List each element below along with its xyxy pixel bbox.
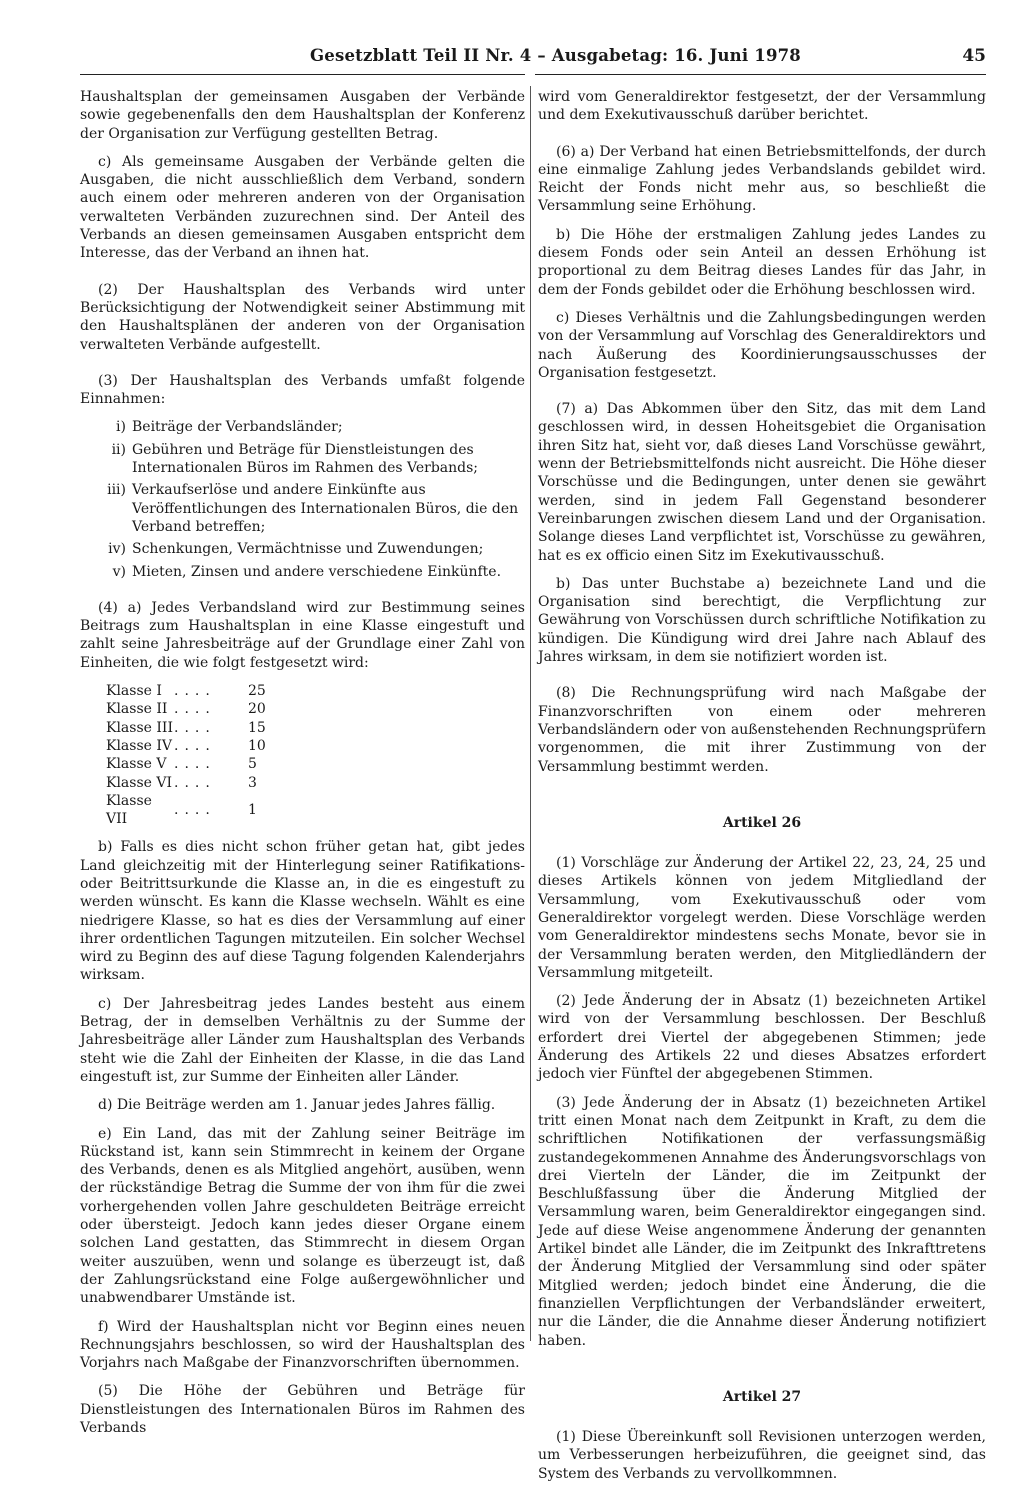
- leader-dots: ....: [174, 774, 216, 791]
- paragraph: (8) Die Rechnungsprüfung wird nach Maßgabe der Finanzvorschriften von einem oder mehreren Verbandsländern oder von außenstehenden Rechnungsprüfern vorgenommen, die mit ihrer Zustimmung von der Versammlung bestimmt werden.: [538, 685, 986, 775]
- class-units: 25: [248, 683, 266, 700]
- paragraph: (6) a) Der Verband hat einen Betriebsmittelfonds, der durch eine einmalige Zahlung jedes Verbandslands gebildet wird. Reicht der Fonds nicht mehr aus, so beschließt die Versammlung seine Erhöhung.: [538, 143, 986, 215]
- class-name: Klasse V: [106, 756, 167, 773]
- paragraph: wird vom Generaldirektor festgesetzt, der der Versammlung und dem Exekutivausschuß darüber berichtet.: [538, 89, 986, 124]
- page-number: 45: [962, 46, 986, 66]
- list-item: [98, 418, 525, 436]
- class-units: 1: [248, 801, 257, 818]
- paragraph: b) Die Höhe der erstmaligen Zahlung jedes Landes zu diesem Fonds oder sein Anteil an dessen Erhöhung ist proportional zu dem Beitrag dieses Landes für das Jahr, in dem der Fonds gebildet oder die Erhöhung beschlossen wird.: [538, 226, 986, 298]
- list-item-text: Verkaufserlöse und andere Einkünfte aus Veröffentlichungen des Internationalen Büros, die den Verband betreffen;: [132, 482, 519, 535]
- class-name: Klasse VI: [106, 774, 173, 791]
- list-item-text: Beiträge der Verbandsländer;: [132, 419, 343, 436]
- right-column: [538, 88, 986, 1493]
- table-row: [106, 737, 278, 755]
- income-list: [98, 418, 525, 580]
- paragraph: (3) Der Haushaltsplan des Verbands umfaßt folgende Einnahmen:: [80, 372, 525, 408]
- class-units: 15: [248, 719, 266, 736]
- list-item-text: Schenkungen, Vermächtnisse und Zuwendungen;: [132, 541, 484, 558]
- paragraph: (5) Die Höhe der Gebühren und Beträge für Dienstleistungen des Internationalen Büros im Rahmen des Verbands: [80, 1383, 525, 1436]
- table-row: [106, 755, 278, 773]
- paragraph: (2) Der Haushaltsplan des Verbands wird unter Berücksichtigung der Notwendigkeit seiner Abstimmung mit den Haushaltsplänen der anderen von der Organisation verwalteten Verbände aufgestellt.: [80, 281, 525, 353]
- class-name: Klasse IV: [106, 737, 173, 754]
- class-name: Klasse III: [106, 719, 173, 736]
- class-name: Klasse VII: [106, 792, 152, 828]
- paragraph: (3) Jede Änderung der in Absatz (1) bezeichneten Artikel tritt einen Monat nach dem Zeitpunkt in Kraft, zu dem die schriftlichen Notifikationen der verfassungsmäßig zustandegekommenen Annahme des Änderungsvorschlags von drei Vierteln der Länder, die im Zeitpunkt der Beschlußfassung über die Änderung Mitglied der Versammlung waren, beim Generaldirektor eingegangen sind. Jede auf diese Weise angenommene Änderung der genannten Artikel bindet alle Länder, die im Zeitpunkt des Inkrafttretens der Änderung Mitglied der Versammlung sind oder später Mitglied werden; jedoch bindet eine Änderung, die die finanziellen Verpflichtungen der Verbandsländer erweitert, nur die Länder, die die Annahme dieser Änderung notifiziert haben.: [538, 1094, 986, 1349]
- page-header: [80, 46, 986, 76]
- article-heading: Artikel 26: [722, 814, 802, 831]
- list-item-number: i): [116, 419, 126, 436]
- paragraph: f) Wird der Haushaltsplan nicht vor Beginn eines neuen Rechnungsjahrs beschlossen, so wird der Haushaltsplan des Vorjahrs nach Maßgabe der Finanzvorschriften übernommen.: [80, 1318, 525, 1372]
- leader-dots: ....: [174, 801, 216, 818]
- left-column: [80, 88, 525, 1447]
- class-units: 3: [248, 774, 257, 791]
- list-item: [98, 563, 525, 581]
- header-title: Gesetzblatt Teil II Nr. 4 – Ausgabetag: 16. Juni 1978: [310, 46, 801, 65]
- list-item: [98, 540, 525, 558]
- paragraph: Haushaltsplan der gemeinsamen Ausgaben der Verbände sowie gegebenenfalls den dem Haushaltsplan der Konferenz der Organisation zur Verfügung gestellten Betrag.: [80, 89, 525, 142]
- paragraph: b) Das unter Buchstabe a) bezeichnete Land und die Organisation sind berechtigt, die Verpflichtung zur Gewährung von Vorschüssen durch schriftliche Notifikation zu kündigen. Die Kündigung wird drei Jahre nach Ablauf des Jahres wirksam, in dem sie notifiziert worden ist.: [538, 575, 986, 666]
- class-units: 5: [248, 756, 257, 773]
- leader-dots: ....: [174, 683, 216, 700]
- class-name: Klasse I: [106, 683, 162, 700]
- table-row: [106, 700, 278, 718]
- list-item-text: Gebühren und Beträge für Dienstleistungen des Internationalen Büros im Rahmen des Verbands;: [132, 441, 479, 477]
- header-rule-right: [535, 74, 986, 75]
- table-row: [106, 682, 278, 700]
- class-units: 10: [248, 737, 266, 754]
- paragraph: (7) a) Das Abkommen über den Sitz, das mit dem Land geschlossen wird, in dessen Hoheitsgebiet die Organisation ihren Sitz hat, sieht vor, daß dieses Land Vorschüsse gewährt, wenn der Betriebsmittelfonds nicht ausreicht. Die Höhe dieser Vorschüsse und die Bedingungen, unter denen sie gewährt werden, sind in jedem Fall Gegenstand besonderer Vereinbarungen zwischen diesem Land und der Organisation. Solange dieses Land verpflichtet ist, Vorschüsse zu gewähren, hat es ex officio einen Sitz im Exekutivausschuß.: [538, 401, 986, 564]
- list-item: [98, 481, 525, 536]
- table-row: [106, 719, 278, 737]
- list-item-text: Mieten, Zinsen und andere verschiedene Einkünfte.: [132, 563, 502, 580]
- leader-dots: ....: [174, 737, 216, 754]
- list-item-number: ii): [111, 441, 126, 458]
- table-row: [106, 774, 278, 792]
- list-item: [98, 441, 525, 478]
- article-heading: Artikel 27: [722, 1388, 802, 1405]
- list-item-number: iv): [108, 541, 126, 558]
- class-name: Klasse II: [106, 701, 168, 718]
- paragraph: e) Ein Land, das mit der Zahlung seiner Beiträge im Rückstand ist, kann sein Stimmrecht in keinem der Organe des Verbands, denen es als Mitglied angehört, ausüben, wenn der rückständige Betrag die Summe der von ihm für die zwei vorhergehenden vollen Jahre geschuldeten Beiträge erreicht oder übersteigt. Jedoch kann jedes dieser Organe einem solchen Land gestatten, das Stimmrecht in diesem Organ weiter auszuüben, wenn und solange es überzeugt ist, daß der Zahlungsrückstand eine Folge außergewöhnlicher und unabwendbarer Umstände ist.: [80, 1125, 525, 1307]
- leader-dots: ....: [174, 701, 216, 718]
- paragraph: c) Der Jahresbeitrag jedes Landes besteht aus einem Betrag, der in demselben Verhältnis zu der Summe der Jahresbeiträge aller Länder zum Haushaltsplan des Verbands steht wie die Zahl der Einheiten der Klasse, in die das Land eingestuft ist, zur Summe der Einheiten aller Länder.: [80, 995, 525, 1085]
- paragraph: (4) a) Jedes Verbandsland wird zur Bestimmung seines Beitrags zum Haushaltsplan in eine Klasse eingestuft und zahlt seine Jahresbeiträge auf der Grundlage einer Zahl von Einheiten, die wie folgt festgesetzt wird:: [80, 599, 525, 671]
- leader-dots: ....: [174, 719, 216, 736]
- paragraph: (1) Vorschläge zur Änderung der Artikel 22, 23, 24, 25 und dieses Artikels können von jedem Mitgliedland der Versammlung, vom Exekutivausschuß oder vom Generaldirektor vorgelegt werden. Diese Vorschläge werden vom Generaldirektor mindestens sechs Monate, bevor sie in der Versammlung beraten werden, den Mitgliedländern der Versammlung mitgeteilt.: [538, 855, 986, 981]
- class-units-table: [106, 682, 278, 828]
- paragraph: c) Als gemeinsame Ausgaben der Verbände gelten die Ausgaben, die nicht ausschließlich dem Verband, sondern auch einem oder mehreren anderen von der Organisation verwalteten Verbänden zuzurechnen sind. Der Anteil des Verbands an diesen gemeinsamen Ausgaben entspricht dem Interesse, das der Verband an ihnen hat.: [80, 153, 525, 262]
- paragraph: (2) Jede Änderung der in Absatz (1) bezeichneten Artikel wird von der Versammlung beschlossen. Der Beschluß erfordert drei Viertel der abgegebenen Stimmen; jede Änderung des Artikels 22 und dieses Absatzes erfordert jedoch vier Fünftel der abgegebenen Stimmen.: [538, 993, 986, 1083]
- list-item-number: v): [112, 563, 126, 580]
- class-units: 20: [248, 701, 266, 718]
- list-item-number: iii): [107, 482, 126, 499]
- paragraph: d) Die Beiträge werden am 1. Januar jedes Jahres fällig.: [98, 1097, 496, 1114]
- table-row: [106, 792, 278, 829]
- column-divider: [530, 86, 531, 1341]
- paragraph: b) Falls es dies nicht schon früher getan hat, gibt jedes Land gleichzeitig mit der Hinterlegung seiner Ratifikations- oder Beitrittsurkunde die Klasse an, in die es eingestuft zu werden wünscht. Es kann die Klasse wechseln. Wählt es eine niedrigere Klasse, so hat es dies der Versammlung auf einer ihrer ordentlichen Tagungen mitzuteilen. Ein solcher Wechsel wird zu Beginn des auf diese Tagung folgenden Kalenderjahrs wirksam.: [80, 839, 525, 984]
- leader-dots: ....: [174, 756, 216, 773]
- paragraph: c) Dieses Verhältnis und die Zahlungsbedingungen werden von der Versammlung auf Vorschlag des Generaldirektors und nach Äußerung des Koordinierungsausschusses der Organisation festgesetzt.: [538, 309, 986, 381]
- header-rule-left: [80, 74, 525, 75]
- paragraph: (1) Diese Übereinkunft soll Revisionen unterzogen werden, um Verbesserungen herbeizuführen, die geeignet sind, das System des Verbands zu vervollkommnen.: [538, 1429, 986, 1482]
